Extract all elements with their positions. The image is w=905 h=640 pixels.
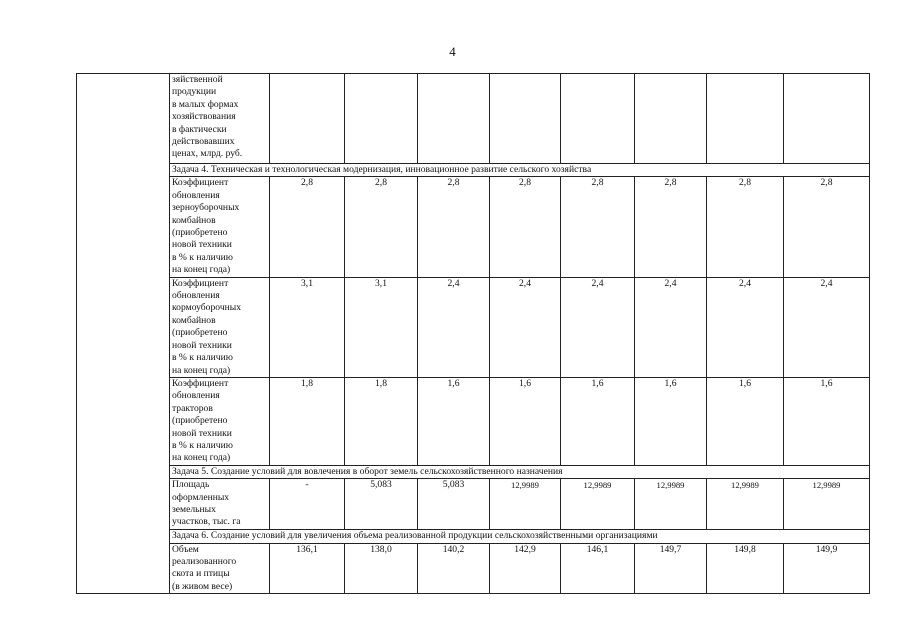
label-line: зерноуборочных xyxy=(172,202,240,214)
value-cell xyxy=(270,74,345,164)
label-line: тракторов xyxy=(172,402,213,414)
row-label xyxy=(170,377,270,465)
empty-number-cell xyxy=(77,74,170,594)
value-cell: 1,6 xyxy=(490,377,561,465)
value-cell xyxy=(784,74,870,164)
label-line: продукции xyxy=(172,86,217,98)
label-line: Коэффициент xyxy=(172,177,229,189)
label-line: новой техники xyxy=(172,239,232,251)
value-cell: 1,6 xyxy=(418,377,490,465)
value-cell: 2,4 xyxy=(561,277,635,377)
label-line: обновления xyxy=(172,290,220,302)
value-cell: 2,4 xyxy=(707,277,784,377)
value-cell: 2,8 xyxy=(635,177,707,277)
value-cell xyxy=(635,74,707,164)
value-cell: 12,9989 xyxy=(561,479,635,530)
section-heading-row xyxy=(77,465,870,478)
value-cell: 1,6 xyxy=(561,377,635,465)
label-line: новой техники xyxy=(172,427,232,439)
value-cell: 136,1 xyxy=(270,543,345,594)
value-cell xyxy=(345,74,418,164)
table-row-continued xyxy=(77,74,870,164)
value-cell: 2,4 xyxy=(784,277,870,377)
value-cell: 5,083 xyxy=(418,479,490,530)
label-line: обновления xyxy=(172,189,220,201)
label-line: обновления xyxy=(172,390,220,402)
label-line: (в живом весе) xyxy=(172,580,233,592)
row-label xyxy=(170,277,270,377)
value-cell: 12,9989 xyxy=(635,479,707,530)
section-heading-row xyxy=(77,530,870,543)
task-heading: Задача 5. Создание условий для вовлечения в оборот земель сельскохозяйственного назначения xyxy=(170,465,870,478)
label-line: на конец года) xyxy=(172,364,231,376)
row-label xyxy=(170,543,270,594)
value-cell xyxy=(490,74,561,164)
label-line: Площадь xyxy=(172,479,210,491)
label-line: Объем xyxy=(172,543,199,555)
table-row xyxy=(77,479,870,530)
value-cell: 2,4 xyxy=(418,277,490,377)
value-cell: 12,9989 xyxy=(707,479,784,530)
value-cell: 12,9989 xyxy=(490,479,561,530)
value-cell: 2,8 xyxy=(784,177,870,277)
value-cell: 1,6 xyxy=(707,377,784,465)
row-label xyxy=(170,74,270,164)
section-heading-row xyxy=(77,164,870,177)
task-heading: Задача 4. Техническая и технологическая модернизация, инновационное развитие сельского хозяйства xyxy=(170,164,870,177)
label-line: (приобретено xyxy=(172,327,228,339)
label-line: участков, тыс. га xyxy=(172,516,241,528)
value-cell: 5,083 xyxy=(345,479,418,530)
label-line: в % к наличию xyxy=(172,352,233,364)
task-heading: Задача 6. Создание условий для увеличения объема реализованной продукции сельскохозяйственными организациями xyxy=(170,530,870,543)
value-cell: 3,1 xyxy=(345,277,418,377)
value-cell: 1,6 xyxy=(635,377,707,465)
table-row xyxy=(77,277,870,377)
label-line: новой техники xyxy=(172,339,232,351)
value-cell: 1,8 xyxy=(345,377,418,465)
value-cell: 138,0 xyxy=(345,543,418,594)
label-line: действовавших xyxy=(172,136,235,148)
row-label xyxy=(170,177,270,277)
value-cell: 3,1 xyxy=(270,277,345,377)
label-line: в малых формах xyxy=(172,98,239,110)
label-line: скота и птицы xyxy=(172,568,230,580)
label-line: комбайнов xyxy=(172,214,216,226)
value-cell: 2,8 xyxy=(707,177,784,277)
label-line: на конец года) xyxy=(172,264,231,276)
label-line: кормоуборочных xyxy=(172,302,242,314)
value-cell: - xyxy=(270,479,345,530)
label-line: в % к наличию xyxy=(172,251,233,263)
label-line: земельных xyxy=(172,503,216,515)
value-cell xyxy=(418,74,490,164)
value-cell: 2,4 xyxy=(490,277,561,377)
value-cell: 149,8 xyxy=(707,543,784,594)
label-line: оформленных xyxy=(172,491,230,503)
value-cell: 2,4 xyxy=(635,277,707,377)
label-line: Коэффициент xyxy=(172,277,229,289)
page-number: 4 xyxy=(449,44,456,59)
label-line: на конец года) xyxy=(172,452,231,464)
row-label xyxy=(170,479,270,530)
value-cell: 149,9 xyxy=(784,543,870,594)
value-cell: 146,1 xyxy=(561,543,635,594)
value-cell: 2,8 xyxy=(561,177,635,277)
indicators-table xyxy=(76,73,870,594)
value-cell: 12,9989 xyxy=(784,479,870,530)
label-line: комбайнов xyxy=(172,314,216,326)
value-cell: 1,6 xyxy=(784,377,870,465)
table-row xyxy=(77,377,870,465)
value-cell: 2,8 xyxy=(418,177,490,277)
table-row xyxy=(77,543,870,594)
value-cell: 140,2 xyxy=(418,543,490,594)
value-cell: 2,8 xyxy=(345,177,418,277)
value-cell: 2,8 xyxy=(270,177,345,277)
value-cell xyxy=(707,74,784,164)
label-line: в % к наличию xyxy=(172,439,233,451)
value-cell: 149,7 xyxy=(635,543,707,594)
value-cell: 1,8 xyxy=(270,377,345,465)
label-line: реализованного xyxy=(172,555,237,567)
label-line: (приобретено xyxy=(172,415,228,427)
value-cell: 142,9 xyxy=(490,543,561,594)
label-line: зяйственной xyxy=(172,74,223,85)
table-row xyxy=(77,177,870,277)
label-line: хозяйствования xyxy=(172,111,236,123)
value-cell: 2,8 xyxy=(490,177,561,277)
label-line: (приобретено xyxy=(172,227,228,239)
label-line: ценах, млрд. руб. xyxy=(172,148,243,160)
label-line: Коэффициент xyxy=(172,377,229,389)
value-cell xyxy=(561,74,635,164)
label-line: в фактически xyxy=(172,123,227,135)
